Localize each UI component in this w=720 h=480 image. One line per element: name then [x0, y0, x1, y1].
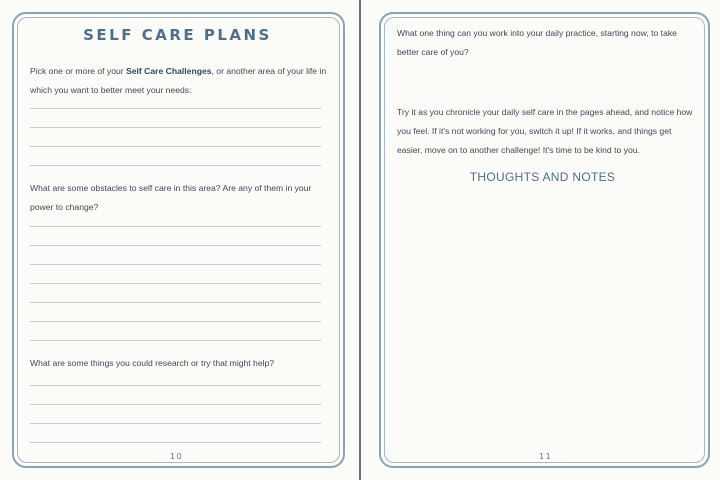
writing-line[interactable]	[30, 165, 321, 166]
writing-line[interactable]	[30, 283, 321, 284]
page-title: SELF CARE PLANS	[83, 26, 272, 44]
writing-line[interactable]	[30, 264, 321, 265]
writing-line[interactable]	[30, 442, 321, 443]
prompt-daily-practice: What one thing can you work into your daily practice, starting now, to take better care of you?	[397, 28, 677, 57]
instruction-paragraph: Try it as you chronicle your daily self care in the pages ahead, and notice how you feel. If it's not working for you, switch it up! If it works, and things get easier, move on to another challenge! It's time to be kind to you.	[397, 107, 693, 155]
writing-line[interactable]	[30, 302, 321, 303]
writing-line[interactable]	[30, 146, 321, 147]
writing-line[interactable]	[30, 127, 321, 128]
writing-line[interactable]	[30, 245, 321, 246]
left-page	[0, 0, 359, 480]
writing-line[interactable]	[30, 385, 321, 386]
prompt-challenges	[30, 62, 330, 100]
prompt-obstacles: What are some obstacles to self care in this area? Are any of them in your power to change?	[30, 183, 312, 212]
prompt-research: What are some things you could research or try that might help?	[30, 358, 275, 368]
prompt-challenges-lead: Pick one or more of your	[30, 66, 127, 76]
writing-line[interactable]	[30, 321, 321, 322]
writing-line[interactable]	[30, 404, 321, 405]
prompt-challenges-tail: , or another area of your life in which you want to better meet your needs:	[30, 66, 327, 95]
writing-line[interactable]	[30, 423, 321, 424]
writing-line[interactable]	[30, 108, 321, 109]
prompt-challenges-emphasis: Self Care Challenges	[126, 66, 212, 76]
page-number: 10	[170, 452, 184, 461]
writing-line[interactable]	[30, 340, 321, 341]
right-page	[361, 0, 720, 480]
writing-line[interactable]	[30, 226, 321, 227]
page-number: 11	[539, 452, 553, 461]
page-border-inner	[384, 17, 705, 463]
notes-heading: THOUGHTS AND NOTES	[469, 170, 616, 184]
